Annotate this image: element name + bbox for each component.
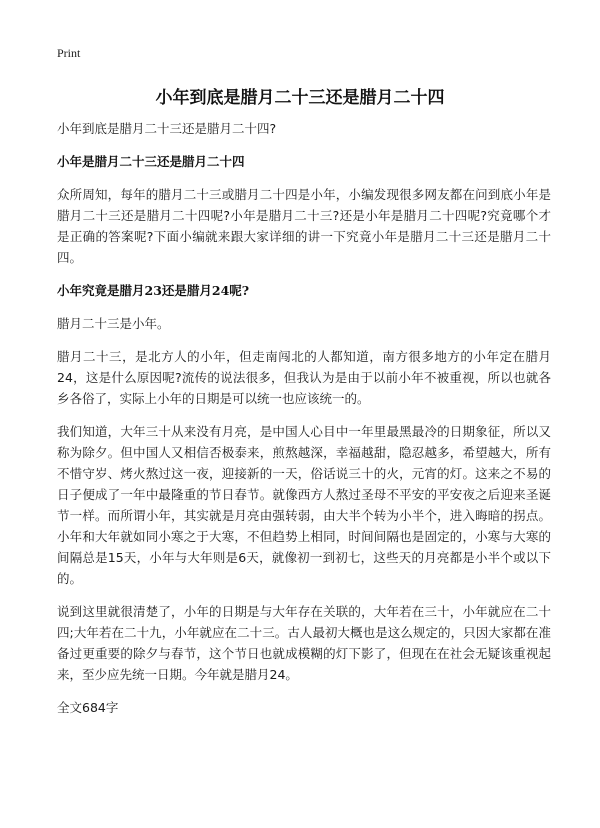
section-heading-1: 小年是腊月二十三还是腊月二十四 <box>57 154 245 169</box>
article-body <box>57 118 551 730</box>
paragraph-5: 说到这里就很清楚了，小年的日期是与大年存在关联的，大年若在三十，小年就应在二十四;大年若在二十九，小年就应在二十三。古人最初大概也是这么规定的，只因大家都在准备过更重要的除夕与春节，这个节日也就成模糊的灯下影了，但现在在社会无疑该重视起来，至少应先统一日期。今年就是腊月24。 <box>57 604 551 682</box>
article-title: 小年到底是腊月二十三还是腊月二十四 <box>155 88 445 108</box>
paragraph-2: 腊月二十三是小年。 <box>57 316 170 331</box>
article-subtitle: 小年到底是腊月二十三还是腊月二十四? <box>57 121 277 136</box>
paragraph-4: 我们知道，大年三十从来没有月亮，是中国人心目中一年里最黑最冷的日期象征，所以又称为除夕。但中国人又相信否极泰来，煎熬越深，幸福越甜，隐忍越多，希望越大，所有不惜守岁、烤火熬过这一夜，迎接新的一天，俗话说三十的火，元宵的灯。这来之不易的日子便成了一年中最隆重的节日春节。就像西方人熬过圣母不平安的平安夜之后迎来圣诞节一样。而所谓小年，其实就是月亮由强转弱，由大半个转为小半个，进入晦暗的拐点。小年和大年就如同小寒之于大寒，不但趋势上相同，时间间隔也是固定的，小寒与大寒的间隔总是15天，小年与大年则是6天，就像初一到初七，这些天的月亮都是小半个或以下的。 <box>57 424 551 586</box>
section-heading-2: 小年究竟是腊月23还是腊月24呢? <box>57 283 250 298</box>
paragraph-1: 众所周知，每年的腊月二十三或腊月二十四是小年，小编发现很多网友都在问到底小年是腊月二十三还是腊月二十四呢?小年是腊月二十三?还是小年是腊月二十四呢?究竟哪个才是正确的答案呢?下面小编就来跟大家详细的讲一下究竟小年是腊月二十三还是腊月二十四。 <box>57 187 551 265</box>
print-link[interactable]: Print <box>57 46 81 60</box>
word-count: 全文684字 <box>57 700 119 715</box>
paragraph-3: 腊月二十三，是北方人的小年，但走南闯北的人都知道，南方很多地方的小年定在腊月24，这是什么原因呢?流传的说法很多，但我认为是由于以前小年不被重视，所以也就各乡各俗了，实际上小年的日期是可以统一也应该统一的。 <box>57 349 551 406</box>
